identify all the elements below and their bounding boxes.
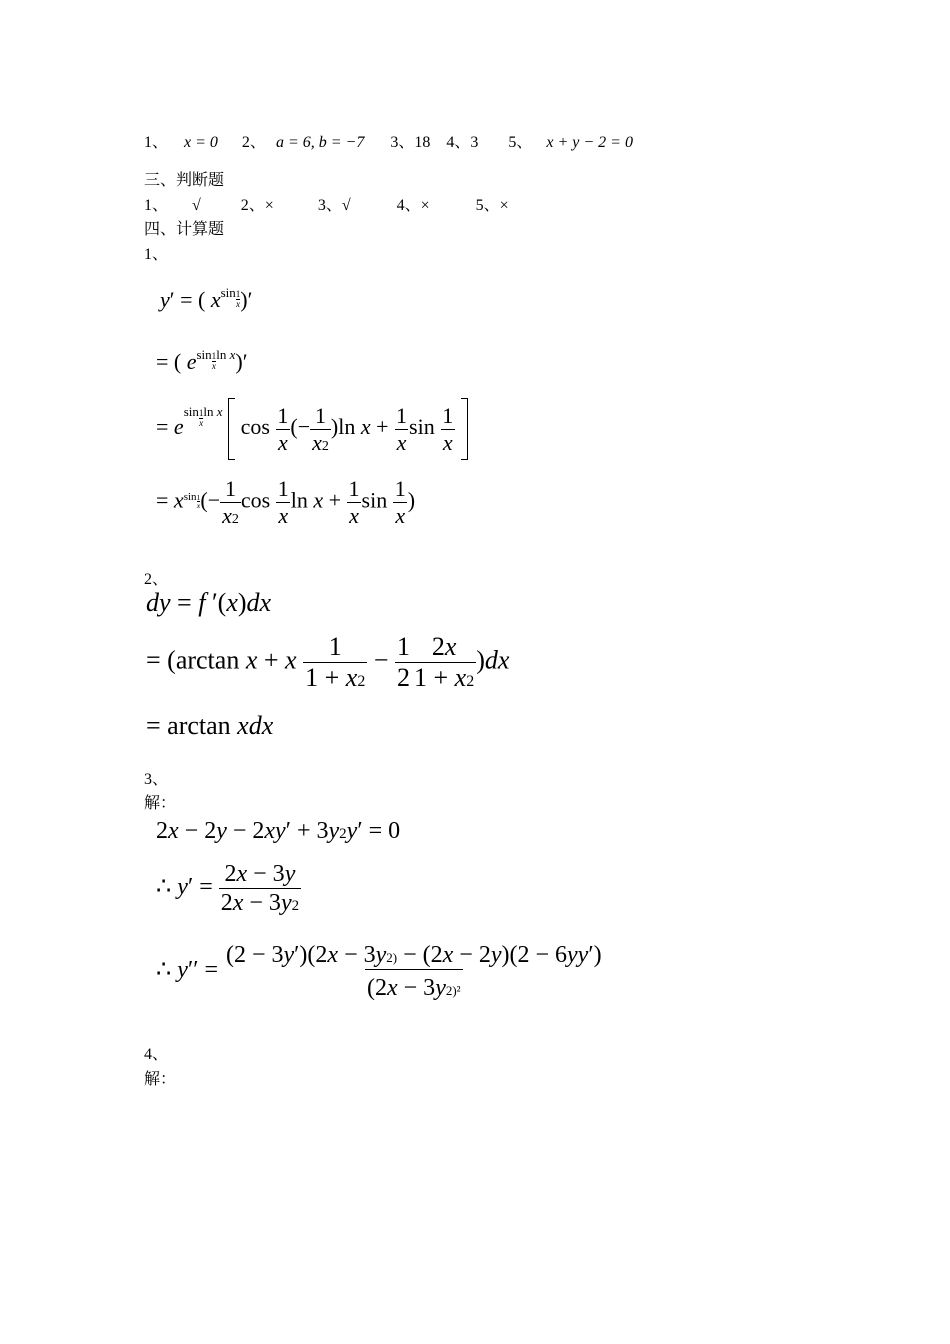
q1-line-2: = ( esin $\frac{1}{x}$ ln x)′ <box>156 347 248 374</box>
answer-3-value: 18 <box>414 134 431 151</box>
q2-line-2: = (arctan x + x $\frac{1}{1 + x2}$ − $\frac{1}{2}$ $\frac{2x}{1 + x2}$ )dx <box>146 632 510 692</box>
answer-1-value: x = 0 <box>184 134 218 151</box>
answer-3-number: 3、 <box>390 134 415 151</box>
q1-line-4: = xsin $\frac{1}{x}$ (− $\frac{1}{x2}$ cos $\frac{1}{x}$ ln x + $\frac{1}{x}$ sin $\frac{1}{x}$ ) <box>156 476 416 528</box>
judgement-answers <box>144 192 509 215</box>
answer-2-value: a = 6, b = −7 <box>275 134 365 151</box>
judgement-item-2: 2、× <box>240 197 274 214</box>
question-4-solution-label: 解： <box>144 1071 177 1088</box>
judgement-item-1: 1、 <box>144 197 169 214</box>
q3-line-2: ∴ y′ = $\frac{2x - 3y}{2x - 3y2}$ <box>156 861 300 916</box>
section-3-title: 三、判断题 <box>144 172 225 189</box>
q3-line-3: ∴ y′′ = $\frac{(2 - 3y')(2x - 3y2) - (2x - 2y)(2 - 6yy')}{\text{(2x − 3y2)²}}$ <box>156 942 602 1001</box>
answer-5-value: x + y − 2 = 0 <box>546 134 633 151</box>
question-4-number: 4、 <box>144 1046 169 1063</box>
question-2-number: 2、 <box>144 571 169 588</box>
judgement-mark-1: √ <box>192 197 201 214</box>
q3-line-1: 2x − 2y − 2xy′ + 3y2y′ = 0 <box>156 818 401 844</box>
answer-1-number: 1、 <box>144 134 169 151</box>
answer-4-value: 3 <box>470 134 479 151</box>
judgement-item-4: 4、× <box>396 197 430 214</box>
q1-line-3: = esin $\frac{1}{x}$ ln x cos $\frac{1}{x}$ (− $\frac{1}{x2}$ )ln x + $\frac{1}{x}$ sin $\frac{1}{x}$ <box>156 398 468 460</box>
answer-4-number: 4、 <box>446 134 471 151</box>
judgement-item-3: 3、√ <box>317 197 351 214</box>
q1-line-1: y′ = ( xsin $\frac{1}{x}$ )′ <box>160 285 253 312</box>
q2-line-3: = arctan xdx <box>146 711 274 740</box>
answer-2-number: 2、 <box>241 134 266 151</box>
fill-answers-line <box>144 129 633 152</box>
question-3-solution-label: 解： <box>144 795 177 812</box>
q2-line-1: dy = f ′(x)dx <box>146 588 272 617</box>
section-4-title: 四、计算题 <box>144 221 225 238</box>
question-1-number: 1、 <box>144 246 169 263</box>
answer-5-number: 5、 <box>508 134 533 151</box>
question-3-number: 3、 <box>144 771 169 788</box>
judgement-item-5: 5、× <box>475 197 509 214</box>
